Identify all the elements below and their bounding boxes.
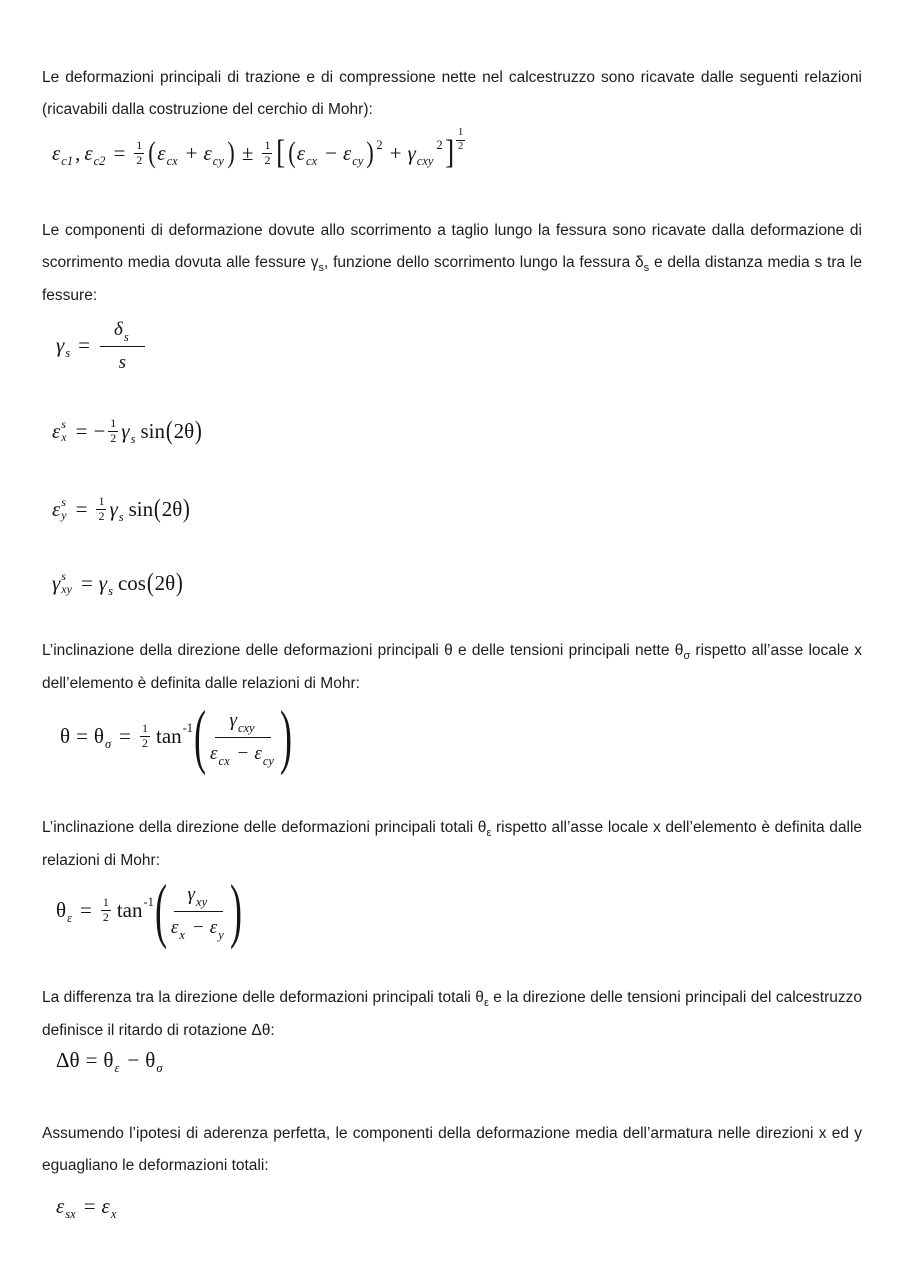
argument-2theta: 2θ	[154, 570, 176, 595]
gamma: γ	[187, 883, 196, 905]
subscript: x	[179, 927, 185, 942]
subscript: cx	[218, 753, 230, 768]
argument-2theta: 2θ	[173, 418, 195, 443]
exponent-2: 2	[436, 137, 443, 152]
epsilon: ε	[84, 140, 93, 165]
fraction	[210, 707, 276, 766]
numerator: 1	[110, 415, 117, 430]
gamma: γ	[56, 332, 65, 357]
close-paren: )	[366, 136, 375, 169]
gamma: γ	[407, 140, 416, 165]
minus-sign: −	[325, 140, 337, 165]
denominator: 2	[102, 909, 109, 924]
subscript: y	[218, 927, 224, 942]
close-paren: )	[183, 494, 191, 523]
fraction-half	[140, 722, 150, 751]
subscript: s	[130, 431, 136, 446]
script-stack	[61, 496, 66, 521]
close-paren-large: )	[279, 696, 292, 776]
epsilon: ε	[56, 1194, 65, 1218]
denominator: 2	[98, 508, 105, 523]
equals-sign: =	[78, 332, 90, 357]
epsilon: ε	[210, 742, 218, 764]
script-stack	[61, 570, 72, 595]
epsilon: ε	[209, 916, 218, 938]
close-paren-large: )	[229, 870, 242, 950]
theta: θ	[103, 1048, 114, 1072]
subscript: c1	[61, 153, 74, 168]
fraction-numerator	[215, 707, 270, 738]
paragraph-net-inclination	[42, 635, 862, 700]
superscript: s	[61, 417, 66, 432]
text-run: La differenza tra la direzione delle deformazioni principali totali θ	[42, 989, 484, 1006]
equals-sign: =	[80, 897, 92, 922]
subscript: y	[61, 508, 67, 522]
equals-sign: =	[76, 723, 88, 748]
sin-function: sin	[128, 496, 154, 521]
paragraph-total-inclination	[42, 812, 862, 877]
text-run: , funzione dello scorrimento lungo la fessura δ	[323, 254, 644, 272]
comma: ,	[75, 140, 81, 165]
exponent-one-half	[456, 127, 465, 152]
numerator: 1	[102, 894, 109, 909]
theta: θ	[145, 1048, 156, 1072]
gamma: γ	[229, 709, 237, 731]
equals-sign: =	[75, 496, 88, 521]
s-variable: s	[118, 351, 127, 373]
denominator: 2	[136, 152, 143, 167]
formula-gamma-s	[56, 316, 149, 375]
delta: δ	[114, 319, 123, 340]
paragraph-rotation-lag	[42, 982, 862, 1047]
formula-eps-y-slip	[52, 494, 191, 524]
subscript: xy	[196, 894, 208, 909]
exponent-inverse: -1	[182, 720, 194, 735]
plus-sign: +	[389, 140, 402, 165]
formula-theta-epsilon	[56, 870, 242, 950]
denominator: 2	[110, 430, 117, 445]
fraction	[100, 316, 145, 375]
inline-subscript: s	[643, 262, 650, 275]
gamma: γ	[98, 570, 108, 595]
tan-function: tan	[155, 723, 182, 748]
theta: θ	[60, 723, 71, 748]
open-paren-large: (	[194, 696, 207, 776]
fraction-half	[108, 417, 118, 446]
numerator: 1	[141, 720, 148, 735]
fraction	[171, 881, 226, 940]
equals-sign: =	[113, 140, 126, 165]
gamma: γ	[52, 570, 61, 595]
formula-gamma-xy-slip	[52, 568, 184, 598]
subscript: x	[110, 1207, 117, 1221]
close-bracket: ]	[444, 134, 454, 171]
fraction-half	[101, 896, 111, 925]
open-paren-large: (	[154, 870, 167, 950]
text-run: rispetto all’asse locale x dell’elemento è definita dalle relazioni di Mohr:	[42, 819, 863, 869]
exponent-inverse: -1	[143, 894, 154, 909]
superscript: s	[61, 569, 66, 584]
fraction-denominator	[119, 347, 126, 375]
epsilon: ε	[101, 1194, 110, 1218]
numerator: 1	[136, 137, 143, 152]
formula-principal-strains	[52, 127, 468, 172]
formula-theta-sigma	[60, 696, 292, 776]
minus-sign: −	[192, 916, 204, 938]
argument-2theta: 2θ	[161, 496, 183, 521]
paragraph-principal-strains: Le deformazioni principali di trazione e di compressione nette nel calcestruzzo sono ricavate dalle seguenti relazioni (ricavabili dalla costruzione del cerchio di Mohr):	[42, 69, 862, 119]
text-run: rispetto all’asse locale x dell’elemento è definita dalle relazioni di Mohr:	[42, 642, 862, 692]
equals-sign: =	[119, 723, 131, 748]
denominator: 2	[141, 735, 148, 750]
text-run: Le componenti di deformazione dovute allo scorrimento a taglio lungo la fessura sono ricavate dalla deformazione di scorrimento media dovuta alle fessure γ	[42, 222, 862, 272]
gamma: γ	[121, 418, 130, 443]
fraction-denominator	[171, 912, 226, 940]
fraction-half	[262, 139, 272, 168]
subscript: xy	[61, 582, 72, 596]
minus-sign: −	[237, 742, 249, 764]
subscript: s	[65, 345, 71, 360]
fraction-numerator	[174, 881, 224, 912]
numerator: 1	[456, 127, 465, 140]
subscript: sx	[65, 1207, 76, 1221]
tan-function: tan	[116, 897, 143, 922]
inline-subscript: ε	[486, 827, 492, 840]
numerator: 1	[264, 137, 271, 152]
minus-sign: −	[93, 418, 106, 443]
delta-theta: Δθ	[56, 1048, 80, 1072]
paragraph-perfect-bond: Assumendo l’ipotesi di aderenza perfetta, le componenti della deformazione media dell’armatura nelle direzioni x ed y eguagliano le deformazioni totali:	[42, 1125, 862, 1175]
equals-sign: =	[83, 1194, 96, 1218]
subscript: s	[108, 583, 113, 598]
superscript: s	[61, 495, 66, 510]
sin-function: sin	[140, 418, 165, 443]
subscript: x	[61, 430, 67, 444]
subscript: cx	[306, 153, 318, 168]
exponent-2: 2	[376, 137, 383, 152]
gamma: γ	[109, 496, 118, 521]
numerator: 1	[98, 493, 105, 508]
close-paren: )	[195, 416, 203, 445]
paragraph-shear-slip	[42, 215, 862, 312]
subscript: s	[123, 330, 129, 345]
epsilon: ε	[296, 140, 306, 165]
inline-subscript: σ	[683, 650, 691, 663]
script-stack	[61, 418, 66, 443]
plus-minus-sign: ±	[241, 140, 254, 165]
formula-delta-theta	[56, 1048, 165, 1073]
inline-subscript: s	[318, 262, 324, 275]
epsilon: ε	[52, 496, 61, 521]
fraction-half	[96, 495, 106, 524]
close-paren: )	[227, 136, 235, 169]
text-run: L’inclinazione della direzione delle deformazioni principali θ e delle tensioni principali nette θ	[42, 642, 684, 659]
open-bracket: [	[276, 134, 286, 171]
epsilon: ε	[170, 916, 179, 938]
open-paren: (	[165, 416, 173, 445]
theta: θ	[93, 723, 104, 748]
text-run: e della distanza media s tra le fessure:	[42, 254, 862, 305]
subscript: c2	[93, 153, 106, 168]
subscript-epsilon: ε	[114, 1061, 120, 1075]
cos-function: cos	[117, 570, 146, 595]
subscript-sigma: σ	[104, 736, 112, 751]
minus-sign: −	[127, 1048, 140, 1072]
text-run: L’inclinazione della direzione delle deformazioni principali totali θ	[42, 819, 487, 836]
open-paren: (	[288, 136, 296, 169]
subscript: cy	[212, 153, 224, 168]
epsilon: ε	[157, 140, 166, 165]
fraction-numerator	[100, 316, 145, 347]
epsilon: ε	[52, 140, 61, 165]
equals-sign: =	[75, 418, 88, 443]
plus-sign: +	[185, 140, 198, 165]
fraction-half	[134, 139, 144, 168]
epsilon: ε	[52, 418, 61, 443]
open-paren: (	[153, 494, 161, 523]
theta: θ	[56, 897, 67, 922]
subscript: cx	[166, 153, 178, 168]
text-run: e la direzione delle tensioni principali del calcestruzzo definisce il ritardo di rotazione Δθ:	[42, 989, 862, 1039]
formula-eps-sx	[56, 1194, 118, 1219]
denominator: 2	[458, 140, 464, 152]
subscript: cy	[352, 153, 364, 168]
close-paren: )	[176, 568, 183, 597]
subscript: cy	[262, 753, 274, 768]
epsilon: ε	[203, 140, 212, 165]
subscript-sigma: σ	[156, 1061, 163, 1075]
equals-sign: =	[85, 1048, 98, 1072]
epsilon: ε	[343, 140, 352, 165]
open-paren: (	[148, 136, 157, 169]
equals-sign: =	[80, 570, 93, 595]
subscript-epsilon: ε	[67, 910, 72, 925]
fraction-denominator	[210, 738, 276, 766]
formula-eps-x-slip	[52, 416, 203, 446]
subscript: cxy	[416, 153, 434, 168]
denominator: 2	[264, 152, 271, 167]
open-paren: (	[146, 568, 154, 597]
subscript: cxy	[237, 720, 255, 735]
inline-subscript: ε	[483, 997, 489, 1010]
subscript: s	[118, 509, 124, 524]
epsilon: ε	[254, 742, 262, 764]
